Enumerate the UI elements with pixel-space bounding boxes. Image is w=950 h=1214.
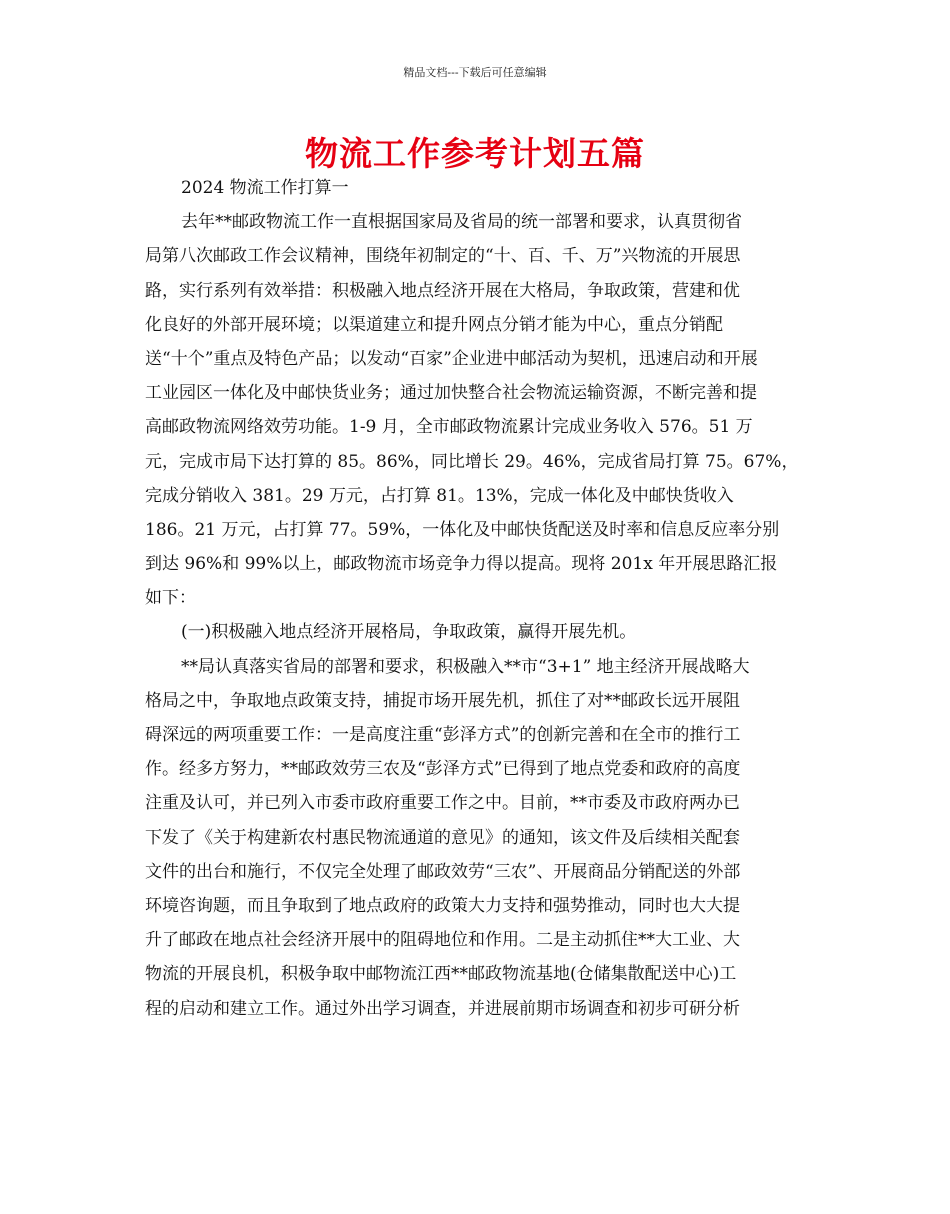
paragraph-line: 到达 96%和 99%以上，邮政物流市场竞争力得以提高。现将 201x 年开展思路汇报 [145, 554, 778, 575]
paragraph-line: 格局之中，争取地点政策支持，捕捉市场开展先机，抓住了对**邮政长远开展阻 [145, 690, 740, 711]
paragraph-line: 如下： [145, 588, 196, 609]
paragraph-line: 注重及认可，并已列入市委市政府重要工作之中。目前，**市委及市政府两办已 [145, 793, 740, 814]
paragraph-line: 186。21 万元，占打算 77。59%，一体化及中邮快货配送及时率和信息反应率分别 [145, 519, 780, 540]
paragraph-line: 工业园区一体化及中邮快货业务；通过加快整合社会物流运输资源，不断完善和提 [145, 383, 757, 404]
paragraph-line: 高邮政物流网络效劳功能。1-9 月，全市邮政物流累计完成业务收入 576。51 万 [145, 417, 753, 438]
header-note: 精品文档---下载后可任意编辑 [403, 66, 547, 79]
document-body [145, 171, 807, 1026]
paragraph-line: 去年**邮政物流工作一直根据国家局及省局的统一部署和要求，认真贯彻省 [181, 212, 742, 233]
paragraph-line: 文件的出台和施行，不仅完全处理了邮政效劳“三农”、开展商品分销配送的外部 [145, 861, 741, 882]
document-title: 物流工作参考计划五篇 [305, 134, 645, 173]
paragraph-line: 碍深远的两项重要工作：一是高度注重“彭泽方式”的创新完善和在全市的推行工 [145, 725, 741, 745]
paragraph-line: 物流的开展良机，积极争取中邮物流江西**邮政物流基地(仓储集散配送中心)工 [145, 964, 737, 985]
section-heading: 2024 物流工作打算一 [181, 178, 349, 198]
subsection-heading: (一)积极融入地点经济开展格局，争取政策，赢得开展先机。 [181, 622, 637, 643]
paragraph-line: 路，实行系列有效举措：积极融入地点经济开展在大格局，争取政策，营建和优 [145, 280, 740, 301]
paragraph-line: 送“十个”重点及特色产品；以发动“百家”企业进中邮活动为契机，迅速启动和开展 [145, 348, 758, 369]
paragraph-line: 元，完成市局下达打算的 85。86%，同比增长 29。46%，完成省局打算 75。67%， [145, 451, 799, 472]
paragraph-line: 局第八次邮政工作会议精神，围绕年初制定的“十、百、千、万”兴物流的开展思 [145, 246, 741, 267]
paragraph-line: 环境咨询题，而且争取到了地点政府的政策大力支持和强势推动，同时也大大提 [145, 895, 740, 916]
paragraph-line: **局认真落实省局的部署和要求，积极融入**市“3+1” 地主经济开展战略大 [181, 656, 750, 677]
paragraph-line: 程的启动和建立工作。通过外出学习调查，并进展前期市场调查和初步可研分析 [145, 998, 740, 1019]
paragraph-line: 下发了《关于构建新农村惠民物流通道的意见》的通知，该文件及后续相关配套 [145, 827, 740, 848]
paragraph-line: 完成分销收入 381。29 万元，占打算 81。13%，完成一体化及中邮快货收入 [145, 485, 734, 506]
paragraph-line: 升了邮政在地点社会经济开展中的阻碍地位和作用。二是主动抓住**大工业、大 [145, 930, 740, 951]
paragraph-line: 作。经多方努力，**邮政效劳三农及“彭泽方式”已得到了地点党委和政府的高度 [145, 759, 741, 780]
paragraph-line: 化良好的外部开展环境；以渠道建立和提升网点分销才能为中心，重点分销配 [145, 314, 723, 335]
